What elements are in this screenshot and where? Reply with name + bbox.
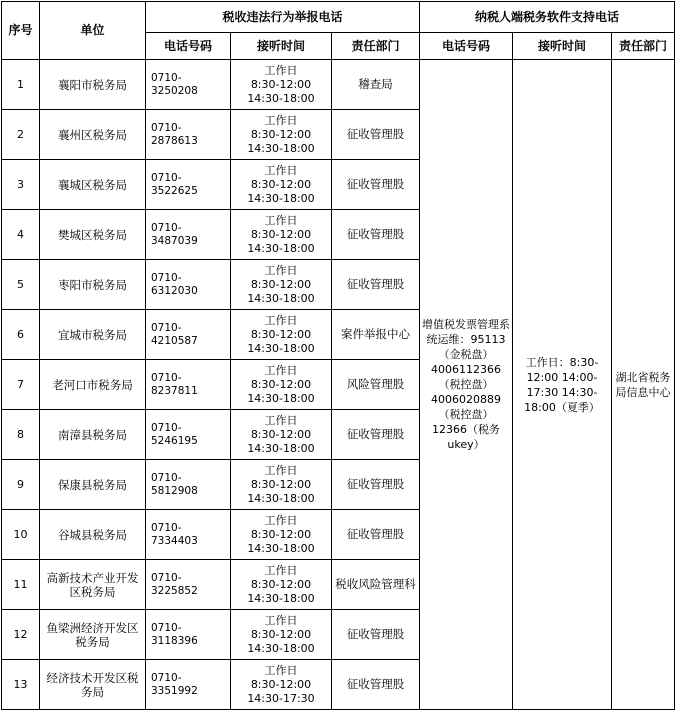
time-line: 14:30-18:00 — [247, 441, 315, 455]
time-line: 工作日 — [264, 513, 298, 527]
cell-dept: 稽查局 — [332, 60, 420, 110]
cell-dept: 征收管理股 — [332, 610, 420, 660]
header-phone: 电话号码 — [146, 33, 231, 60]
cell-phone: 0710-3522625 — [146, 160, 231, 210]
cell-phone: 0710-5246195 — [146, 410, 231, 460]
time-line: 8:30-12:00 — [250, 377, 312, 391]
cell-dept: 税收风险管理科 — [332, 560, 420, 610]
time-line: 工作日 — [264, 413, 298, 427]
cell-dept: 征收管理股 — [332, 110, 420, 160]
cell-phone: 0710-3351992 — [146, 660, 231, 710]
cell-seq: 5 — [2, 260, 40, 310]
cell-phone: 0710-3118396 — [146, 610, 231, 660]
cell-phone: 0710-7334403 — [146, 510, 231, 560]
cell-time — [231, 510, 332, 560]
time-line: 14:30-18:00 — [247, 341, 315, 355]
time-line: 14:30-18:00 — [247, 141, 315, 155]
cell-seq: 10 — [2, 510, 40, 560]
cell-dept: 征收管理股 — [332, 160, 420, 210]
time-line: 工作日 — [264, 463, 298, 477]
cell-unit: 保康县税务局 — [40, 460, 146, 510]
cell-seq: 1 — [2, 60, 40, 110]
cell-time — [231, 460, 332, 510]
cell-time — [231, 110, 332, 160]
cell-time — [231, 310, 332, 360]
time-line: 工作日 — [264, 63, 298, 77]
cell-seq: 8 — [2, 410, 40, 460]
cell-phone: 0710-5812908 — [146, 460, 231, 510]
cell-unit: 高新技术产业开发区税务局 — [40, 560, 146, 610]
cell-unit: 襄州区税务局 — [40, 110, 146, 160]
time-line: 8:30-12:00 — [250, 77, 312, 91]
support-dept-cell: 湖北省税务局信息中心 — [612, 60, 675, 710]
time-line: 8:30-12:00 — [250, 627, 312, 641]
time-line: 工作日 — [264, 613, 298, 627]
cell-unit: 襄阳市税务局 — [40, 60, 146, 110]
cell-seq: 13 — [2, 660, 40, 710]
cell-time — [231, 160, 332, 210]
time-line: 8:30-12:00 — [250, 177, 312, 191]
time-line: 8:30-12:00 — [250, 677, 312, 691]
time-line: 8:30-12:00 — [250, 127, 312, 141]
cell-unit: 南漳县税务局 — [40, 410, 146, 460]
cell-phone: 0710-6312030 — [146, 260, 231, 310]
support-phone-cell: 增值税发票管理系统运维：95113（金税盘）4006112366（税控盘）4006020889（税控盘）12366（税务ukey） — [420, 60, 513, 710]
cell-unit: 鱼梁洲经济开发区税务局 — [40, 610, 146, 660]
cell-phone: 0710-4210587 — [146, 310, 231, 360]
time-line: 14:30-18:00 — [247, 541, 315, 555]
time-line: 8:30-12:00 — [250, 427, 312, 441]
time-line: 工作日 — [264, 263, 298, 277]
cell-time — [231, 360, 332, 410]
time-line: 工作日 — [264, 363, 298, 377]
cell-seq: 11 — [2, 560, 40, 610]
cell-dept: 征收管理股 — [332, 210, 420, 260]
time-line: 8:30-12:00 — [250, 227, 312, 241]
cell-dept: 征收管理股 — [332, 660, 420, 710]
cell-unit: 谷城县税务局 — [40, 510, 146, 560]
cell-unit: 枣阳市税务局 — [40, 260, 146, 310]
cell-seq: 9 — [2, 460, 40, 510]
cell-time — [231, 560, 332, 610]
tax-hotline-table — [1, 1, 675, 710]
cell-dept: 征收管理股 — [332, 410, 420, 460]
cell-unit: 老河口市税务局 — [40, 360, 146, 410]
cell-phone: 0710-3487039 — [146, 210, 231, 260]
header-seq: 序号 — [2, 2, 40, 60]
cell-time — [231, 610, 332, 660]
time-line: 14:30-18:00 — [247, 191, 315, 205]
time-line: 14:30-18:00 — [247, 641, 315, 655]
cell-dept: 征收管理股 — [332, 260, 420, 310]
cell-phone: 0710-8237811 — [146, 360, 231, 410]
cell-time — [231, 60, 332, 110]
support-time-cell: 工作日：8:30-12:00 14:00-17:30 14:30-18:00（夏季） — [513, 60, 612, 710]
cell-time — [231, 210, 332, 260]
cell-dept: 征收管理股 — [332, 510, 420, 560]
header-time: 接听时间 — [231, 33, 332, 60]
cell-seq: 12 — [2, 610, 40, 660]
table-row — [2, 60, 675, 110]
time-line: 14:30-18:00 — [247, 391, 315, 405]
cell-unit: 襄城区税务局 — [40, 160, 146, 210]
cell-time — [231, 660, 332, 710]
cell-seq: 7 — [2, 360, 40, 410]
time-line: 8:30-12:00 — [250, 477, 312, 491]
time-line: 工作日 — [264, 163, 298, 177]
cell-time — [231, 410, 332, 460]
time-line: 14:30-18:00 — [247, 241, 315, 255]
time-line: 14:30-18:00 — [247, 91, 315, 105]
header-group-report: 税收违法行为举报电话 — [146, 2, 420, 33]
cell-seq: 3 — [2, 160, 40, 210]
time-line: 工作日 — [264, 663, 298, 677]
cell-unit: 经济技术开发区税务局 — [40, 660, 146, 710]
time-line: 工作日 — [264, 563, 298, 577]
cell-phone: 0710-3225852 — [146, 560, 231, 610]
time-line: 14:30-17:30 — [247, 691, 315, 705]
cell-time — [231, 260, 332, 310]
header-unit: 单位 — [40, 2, 146, 60]
time-line: 14:30-18:00 — [247, 591, 315, 605]
cell-unit: 宜城市税务局 — [40, 310, 146, 360]
time-line: 14:30-18:00 — [247, 491, 315, 505]
header-dept: 责任部门 — [332, 33, 420, 60]
time-line: 8:30-12:00 — [250, 327, 312, 341]
cell-dept: 征收管理股 — [332, 460, 420, 510]
time-line: 14:30-18:00 — [247, 291, 315, 305]
time-line: 8:30-12:00 — [250, 577, 312, 591]
header-support-dept: 责任部门 — [612, 33, 675, 60]
cell-seq: 2 — [2, 110, 40, 160]
cell-dept: 案件举报中心 — [332, 310, 420, 360]
time-line: 工作日 — [264, 113, 298, 127]
header-support-time: 接听时间 — [513, 33, 612, 60]
time-line: 工作日 — [264, 313, 298, 327]
cell-dept: 风险管理股 — [332, 360, 420, 410]
cell-seq: 6 — [2, 310, 40, 360]
header-support-phone: 电话号码 — [420, 33, 513, 60]
header-group-support: 纳税人端税务软件支持电话 — [420, 2, 675, 33]
cell-seq: 4 — [2, 210, 40, 260]
time-line: 工作日 — [264, 213, 298, 227]
cell-phone: 0710-3250208 — [146, 60, 231, 110]
time-line: 8:30-12:00 — [250, 277, 312, 291]
time-line: 8:30-12:00 — [250, 527, 312, 541]
cell-unit: 樊城区税务局 — [40, 210, 146, 260]
cell-phone: 0710-2878613 — [146, 110, 231, 160]
